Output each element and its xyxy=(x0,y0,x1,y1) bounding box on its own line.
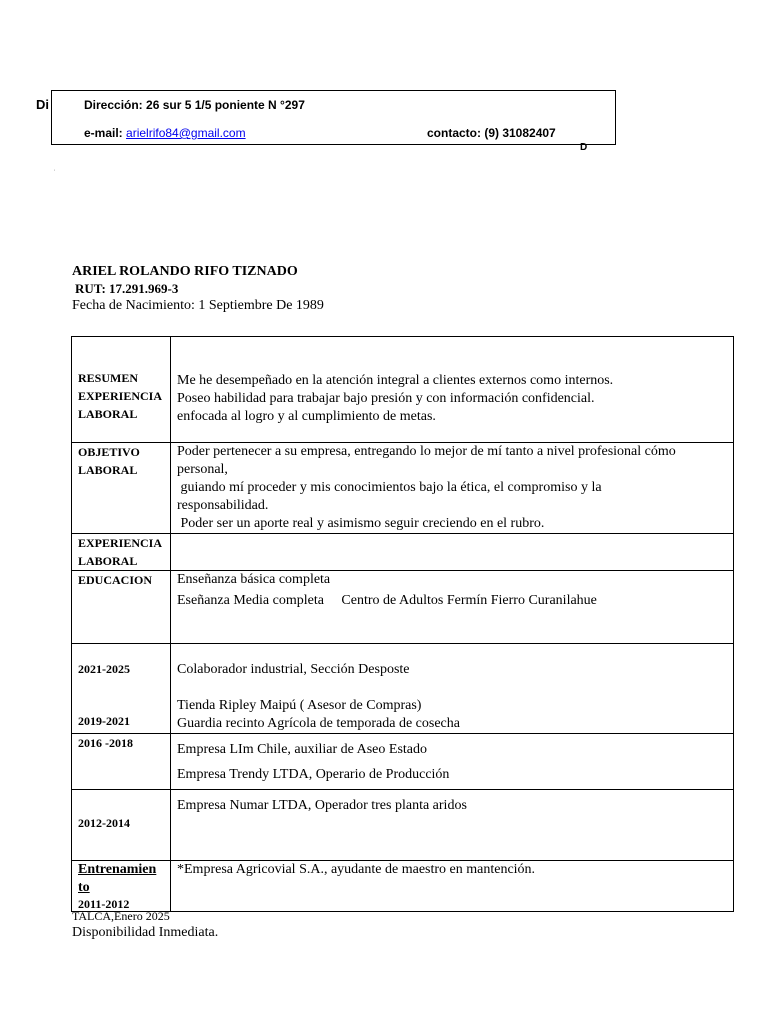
row-job-2016 xyxy=(72,734,734,790)
resumen-label-1: RESUMEN xyxy=(78,371,139,385)
email-line xyxy=(84,126,246,140)
address-text: Dirección: 26 sur 5 1/5 poniente N °297 xyxy=(84,98,305,112)
job-2016-year: 2016 -2018 xyxy=(78,736,133,750)
objetivo-line-3: guiando mí proceder y mis conocimientos bajo la ética, el compromiso y la xyxy=(177,480,602,495)
email-link[interactable]: arielrifo84@gmail.com xyxy=(126,126,246,140)
educacion-label: EDUCACION xyxy=(78,573,153,587)
job-2021-line-1: Colaborador industrial, Sección Desposte xyxy=(177,662,410,677)
entrenamiento-year: 2011-2012 xyxy=(78,897,130,911)
job-2016-line-1: Empresa LIm Chile, auxiliar de Aseo Estado xyxy=(177,742,427,757)
cell-educacion-content xyxy=(171,571,734,644)
job-2012-year: 2012-2014 xyxy=(78,816,130,830)
job-2021-line-3: Guardia recinto Agrícola de temporada de cosecha xyxy=(177,716,460,731)
cell-job-2012-content xyxy=(171,790,734,861)
job-2012-line-1: Empresa Numar LTDA, Operador tres planta aridos xyxy=(177,798,467,813)
experiencia-label-2: LABORAL xyxy=(78,554,138,568)
objetivo-line-2: personal, xyxy=(177,462,228,477)
cell-job-2012-years xyxy=(72,790,171,861)
resumen-label-2: EXPERIENCIA xyxy=(78,389,163,403)
entrenamiento-label-2: to xyxy=(78,880,90,895)
email-label: e-mail: xyxy=(84,126,123,140)
cell-educacion-label xyxy=(72,571,171,644)
row-objetivo xyxy=(72,443,734,534)
objetivo-line-5: Poder ser un aporte real y asimismo seguir creciendo en el rubro. xyxy=(177,516,545,531)
row-job-2012 xyxy=(72,790,734,861)
job-2016-line-2: Empresa Trendy LTDA, Operario de Producción xyxy=(177,767,450,782)
availability: Disponibilidad Inmediata. xyxy=(72,925,219,940)
objetivo-line-1: Poder pertenecer a su empresa, entregando lo mejor de mí tanto a nivel profesional cómo xyxy=(177,444,676,459)
cell-entrenamiento-label xyxy=(72,861,171,912)
stray-mark: ' xyxy=(54,170,56,176)
educacion-line-2: Eseñanza Media completa Centro de Adultos Fermín Fierro Curanilahue xyxy=(177,593,597,608)
entrenamiento-line-1: *Empresa Agricovial S.A., ayudante de maestro en mantención. xyxy=(177,862,536,877)
resumen-label-3: LABORAL xyxy=(78,407,138,421)
resumen-line-2: Poseo habilidad para trabajar bajo presión y con información confidencial. xyxy=(177,391,595,406)
resumen-line-1: Me he desempeñado en la atención integral a clientes externos como internos. xyxy=(177,373,614,388)
cell-job-2016-years xyxy=(72,734,171,790)
person-name: ARIEL ROLANDO RIFO TIZNADO xyxy=(72,264,298,279)
job-2021-year-2: 2019-2021 xyxy=(78,714,130,728)
person-rut: RUT: 17.291.969-3 xyxy=(75,281,179,296)
cell-resumen-label xyxy=(72,337,171,443)
experiencia-label-1: EXPERIENCIA xyxy=(78,536,163,550)
row-entrenamiento xyxy=(72,861,734,912)
educacion-line-1: Enseñanza básica completa xyxy=(177,572,331,587)
cv-table xyxy=(71,336,734,912)
cell-objetivo-label xyxy=(72,443,171,534)
cell-objetivo-content xyxy=(171,443,734,534)
resumen-line-3: enfocada al logro y al cumplimiento de metas. xyxy=(177,409,436,424)
cell-job-2021-content xyxy=(171,644,734,734)
row-experiencia xyxy=(72,534,734,571)
objetivo-label-2: LABORAL xyxy=(78,463,138,477)
cell-entrenamiento-content xyxy=(171,861,734,912)
cell-experiencia-label xyxy=(72,534,171,571)
contact-phone: contacto: (9) 31082407 xyxy=(427,126,556,140)
header-fragment-left: Di xyxy=(36,97,49,112)
person-birthdate: Fecha de Nacimiento: 1 Septiembre De 1989 xyxy=(72,298,324,313)
place-date: TALCA,Enero 2025 xyxy=(72,909,170,923)
row-job-2021 xyxy=(72,644,734,734)
job-2021-line-2: Tienda Ripley Maipú ( Asesor de Compras) xyxy=(177,698,422,713)
objetivo-label-1: OBJETIVO xyxy=(78,445,140,459)
cell-job-2016-content xyxy=(171,734,734,790)
objetivo-line-4: responsabilidad. xyxy=(177,498,269,513)
header-fragment-right: D xyxy=(580,142,588,153)
cell-job-2021-years xyxy=(72,644,171,734)
job-2021-year-1: 2021-2025 xyxy=(78,662,130,676)
entrenamiento-label-1: Entrenamien xyxy=(78,862,157,877)
cell-resumen-content xyxy=(171,337,734,443)
row-resumen xyxy=(72,337,734,443)
row-educacion xyxy=(72,571,734,644)
cell-experiencia-content xyxy=(171,534,734,571)
